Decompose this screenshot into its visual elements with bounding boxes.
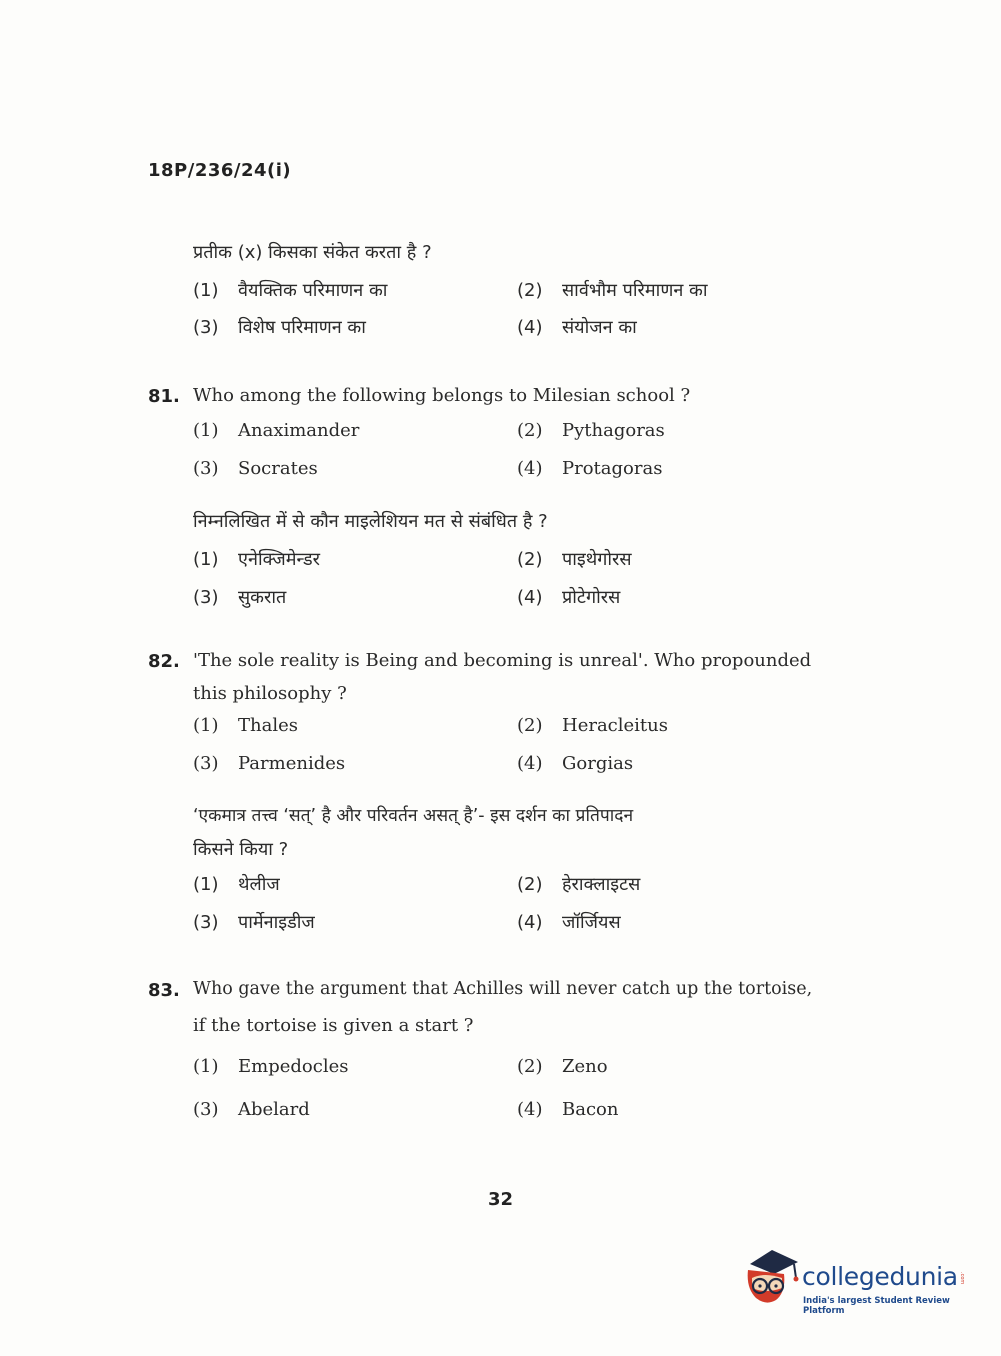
option-3-hindi: (3) पार्मेनाइडीज bbox=[193, 912, 315, 933]
option-3-hindi: (3) सुकरात bbox=[193, 587, 287, 608]
question-number: 83. bbox=[148, 980, 180, 1001]
question-text: प्रतीक (x) किसका संकेत करता है ? bbox=[193, 242, 432, 263]
question-text-hindi-line-2: किसने किया ? bbox=[193, 839, 289, 860]
option-2: (2) Pythagoras bbox=[517, 420, 665, 441]
option-2-hindi: (2) हेराक्लाइटस bbox=[517, 874, 641, 895]
question-83 bbox=[148, 973, 838, 1120]
question-text-line-1: Who gave the argument that Achilles will never catch up the tortoise, bbox=[193, 979, 813, 999]
option-4-hindi: (4) जॉर्जियस bbox=[517, 912, 621, 933]
option-3: (3) Parmenides bbox=[193, 753, 346, 774]
option-4: (4) Bacon bbox=[517, 1099, 619, 1120]
option-2-hindi: (2) पाइथेगोरस bbox=[517, 549, 632, 570]
option-1: (1) Empedocles bbox=[193, 1056, 349, 1077]
option-2: (2) Heracleitus bbox=[517, 715, 668, 736]
logo-tagline: India's largest Student Review Platform bbox=[803, 1296, 950, 1316]
option-4: (4) Protagoras bbox=[517, 458, 663, 479]
question-text-hindi: निम्नलिखित में से कौन माइलेशियन मत से संबंधित है ? bbox=[193, 511, 548, 532]
question-82 bbox=[148, 644, 838, 774]
option-2: (2) सार्वभौम परिमाणन का bbox=[517, 280, 708, 301]
mascot-icon bbox=[742, 1248, 802, 1310]
question-text-line-2: if the tortoise is given a start ? bbox=[193, 1015, 474, 1036]
question-number: 81. bbox=[148, 386, 180, 407]
option-1-hindi: (1) एनेक्जिमेन्डर bbox=[193, 549, 320, 570]
option-1-hindi: (1) थेलीज bbox=[193, 874, 280, 895]
option-4: (4) संयोजन का bbox=[517, 317, 637, 338]
question-text-line-1: 'The sole reality is Being and becoming is unreal'. Who propounded bbox=[193, 650, 812, 671]
logo-suffix: .com bbox=[959, 1272, 965, 1285]
page-number: 32 bbox=[487, 1189, 514, 1210]
question-text-line-2: this philosophy ? bbox=[193, 683, 347, 704]
option-3: (3) Abelard bbox=[193, 1099, 310, 1120]
option-1: (1) Thales bbox=[193, 715, 298, 736]
logo-wordmark: collegedunia bbox=[802, 1262, 958, 1291]
question-80-hindi bbox=[148, 236, 838, 338]
option-1: (1) Anaximander bbox=[193, 420, 360, 441]
question-82-hindi bbox=[148, 800, 838, 933]
collegedunia-logo bbox=[742, 1248, 972, 1318]
option-4-hindi: (4) प्रोटेगोरस bbox=[517, 587, 621, 608]
paper-code: 18P/236/24(i) bbox=[148, 160, 292, 181]
question-number: 82. bbox=[148, 651, 180, 672]
question-81 bbox=[148, 379, 838, 479]
option-1: (1) वैयक्तिक परिमाणन का bbox=[193, 280, 388, 301]
option-3: (3) Socrates bbox=[193, 458, 318, 479]
option-3: (3) विशेष परिमाणन का bbox=[193, 317, 366, 338]
question-81-hindi bbox=[148, 505, 838, 608]
option-2: (2) Zeno bbox=[517, 1056, 608, 1077]
question-text-hindi-line-1: ‘एकमात्र तत्त्व ‘सत्’ है और परिवर्तन असत् है’- इस दर्शन का प्रतिपादन bbox=[193, 806, 634, 826]
option-4: (4) Gorgias bbox=[517, 753, 634, 774]
question-text: Who among the following belongs to Milesian school ? bbox=[193, 385, 691, 406]
